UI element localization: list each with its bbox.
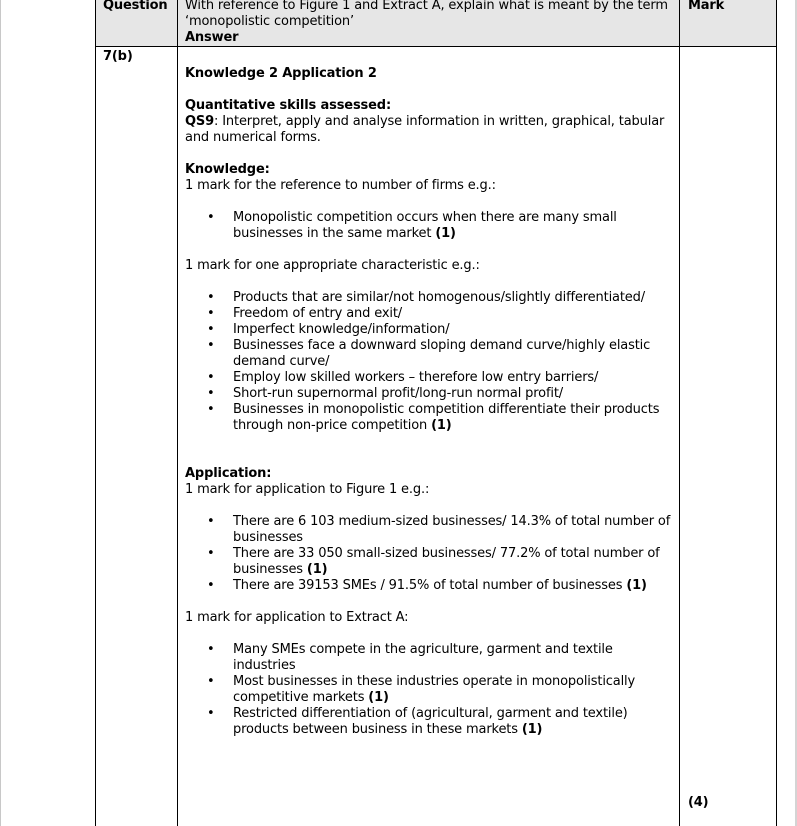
question-number: 7(b) bbox=[103, 49, 133, 64]
knowledge-intro-1: 1 mark for the reference to number of firms e.g.: bbox=[185, 178, 496, 193]
list-item: • There are 6 103 medium-sized businesses/ 14.3% of total number of businesses bbox=[185, 514, 675, 546]
list-item: • Products that are similar/not homogenous/slightly differentiated/ bbox=[185, 290, 675, 306]
question-prompt bbox=[185, 0, 670, 46]
question-column-header: Question bbox=[103, 0, 168, 13]
knowledge-list-2 bbox=[185, 290, 675, 434]
ao-split: Knowledge 2 Application 2 bbox=[185, 66, 377, 81]
question-text: With reference to Figure 1 and Extract A, explain what is meant by the term ‘monopolistic competition’ bbox=[185, 0, 668, 29]
knowledge-intro-2: 1 mark for one appropriate characteristic e.g.: bbox=[185, 258, 480, 273]
list-item: • There are 33 050 small-sized businesses/ 77.2% of total number of businesses (1) bbox=[185, 546, 675, 578]
table-border-right bbox=[776, 0, 777, 826]
qs-description bbox=[185, 114, 675, 146]
table-border-col1 bbox=[177, 0, 178, 826]
qs-text: : Interpret, apply and analyse information in written, graphical, tabular and numerical forms. bbox=[185, 114, 665, 145]
mark-award: (1) bbox=[306, 562, 328, 577]
list-item: • Most businesses in these industries operate in monopolistically competitive markets (1) bbox=[185, 674, 675, 706]
application-intro-2: 1 mark for application to Extract A: bbox=[185, 610, 409, 625]
application-list-1 bbox=[185, 514, 675, 594]
list-item: • Monopolistic competition occurs when there are many small businesses in the same market (1) bbox=[185, 210, 675, 242]
list-item: • Imperfect knowledge/information/ bbox=[185, 322, 675, 338]
header-divider bbox=[95, 46, 777, 47]
list-item: • Businesses in monopolistic competition differentiate their products through non-price competition (1) bbox=[185, 402, 675, 434]
table-border-col2 bbox=[679, 0, 680, 826]
knowledge-heading: Knowledge: bbox=[185, 162, 270, 177]
mark-award: (1) bbox=[431, 418, 452, 433]
list-item: • There are 39153 SMEs / 91.5% of total number of businesses (1) bbox=[185, 578, 675, 594]
application-list-2 bbox=[185, 642, 675, 738]
list-item: • Freedom of entry and exit/ bbox=[185, 306, 675, 322]
answer-content bbox=[185, 66, 675, 738]
application-heading: Application: bbox=[185, 466, 272, 481]
mark-award: (1) bbox=[626, 578, 647, 593]
mark-award: (1) bbox=[368, 690, 389, 705]
application-intro-1: 1 mark for application to Figure 1 e.g.: bbox=[185, 482, 430, 497]
list-item: • Employ low skilled workers – therefore low entry barriers/ bbox=[185, 370, 675, 386]
page-edge-left bbox=[0, 0, 1, 826]
total-mark: (4) bbox=[688, 795, 709, 810]
table-border-left bbox=[95, 0, 96, 826]
answer-column-header: Answer bbox=[185, 30, 239, 45]
list-item: • Businesses face a downward sloping demand curve/highly elastic demand curve/ bbox=[185, 338, 675, 370]
list-item: • Restricted differentiation of (agricultural, garment and textile) products between business in these markets (1) bbox=[185, 706, 675, 738]
list-item: • Many SMEs compete in the agriculture, garment and textile industries bbox=[185, 642, 675, 674]
mark-award: (1) bbox=[521, 722, 543, 737]
mark-award: (1) bbox=[435, 226, 456, 241]
knowledge-list-1 bbox=[185, 210, 675, 242]
qs-heading: Quantitative skills assessed: bbox=[185, 98, 392, 113]
list-item: • Short-run supernormal profit/long-run normal profit/ bbox=[185, 386, 675, 402]
qs-code: QS9 bbox=[185, 114, 215, 129]
mark-column-header: Mark bbox=[688, 0, 725, 13]
